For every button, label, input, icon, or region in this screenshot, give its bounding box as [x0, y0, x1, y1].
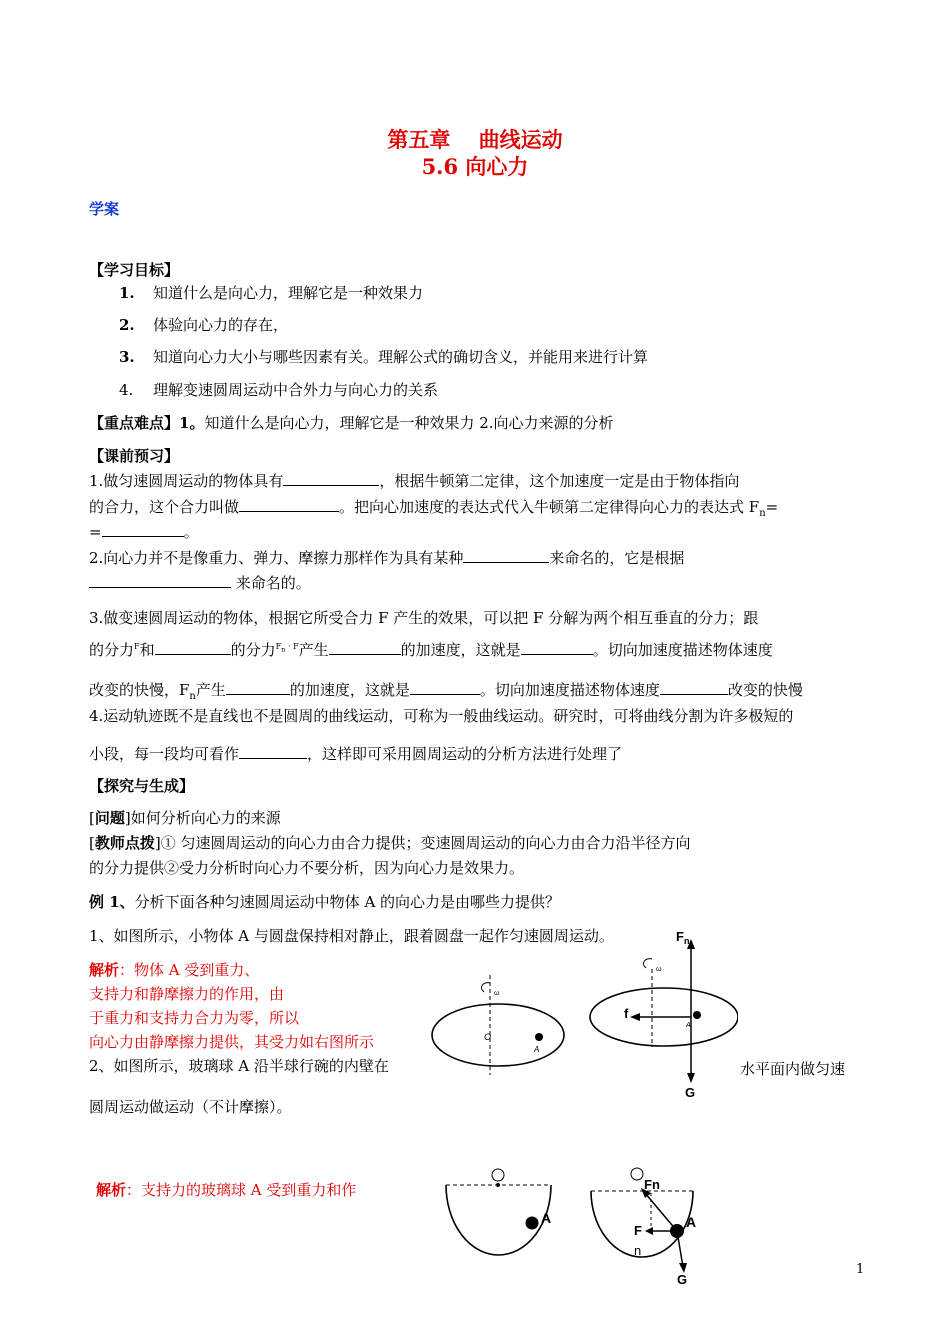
fn-line — [645, 1193, 677, 1231]
bowl-figure — [440, 1163, 565, 1269]
bowl-center — [496, 1183, 500, 1187]
preview-q1-line2: 的合力，这个合力叫做 。把向心加速度的表达式代入牛顿第二定律得向心力的表达式 $F_n=$ — [89, 498, 779, 519]
goals-heading: 【学习目标】 — [89, 261, 180, 279]
section-title: 5.6 向心力 — [421, 154, 529, 179]
object-a — [693, 1011, 701, 1019]
disc-force-figure — [588, 925, 738, 1103]
preview-q3-line1: 3.做变速圆周运动的物体，根据它所受合力 F 产生的效果，可以把 F 分解为两个相互垂直的分力；跟 — [89, 609, 759, 627]
analysis-1-line1: 解析：物体 A 受到重力、 — [89, 961, 260, 979]
object-a-label: A — [686, 1022, 691, 1029]
top-ball — [631, 1168, 643, 1180]
case-2-line1-left: 2、如图所示，玻璃球 A 沿半球行碗的内壁在 — [89, 1057, 389, 1075]
fn-label: Fn — [644, 1177, 660, 1192]
analysis-1-line3: 于重力和支持力合力为零，所以 — [89, 1009, 300, 1027]
preview-q4-line2: 小段，每一段均可看作 ，这样即可采用圆周运动的分析方法进行处理了 — [89, 745, 623, 763]
f-label: f — [624, 1006, 629, 1021]
case-2-line2: 圆周运动做运动（不计摩擦）。 — [89, 1098, 292, 1116]
preview-q2-line1: 2.向心力并不是像重力、弹力、摩擦力那样作为具有某种 来命名的，它是根据 — [89, 549, 685, 567]
disc-figure — [428, 955, 578, 1080]
analysis-1-line2: 支持力和静摩擦力的作用，由 — [89, 985, 285, 1003]
analysis-1-line4: 向心力由静摩擦力提供，其受力如右图所示 — [89, 1033, 375, 1051]
g-label: G — [685, 1085, 696, 1100]
example-1: 例 1、分析下面各种匀速圆周运动中物体 A 的向心力是由哪些力提供？ — [89, 893, 561, 911]
preview-heading: 【课前预习】 — [89, 447, 180, 465]
goal-item: 4. 理解变速圆周运动中合外力与向心力的关系 — [119, 381, 439, 399]
explore-heading: 【探究与生成】 — [89, 777, 195, 795]
f-sub-label: n — [634, 1243, 642, 1258]
goal-item: 1. 知道什么是向心力，理解它是一种效果力 — [119, 284, 424, 302]
bowl-arc — [591, 1191, 693, 1257]
fn-label: $F_n$ — [676, 929, 690, 946]
top-ball — [492, 1169, 504, 1181]
teacher-tip-line1: [教师点拨]① 匀速圆周运动的向心力由合力提供；变速圆周运动的向心力由合力沿半径方向 — [89, 834, 691, 852]
f-arrow-icon — [630, 1013, 640, 1021]
teacher-tip-line2: 的分力提供②受力分析时向心力不要分析，因为向心力是效果力。 — [89, 859, 525, 877]
rotation-arrow-icon — [644, 959, 652, 968]
bowl-force-figure — [583, 1163, 713, 1288]
preview-q2-line2: 来命名的。 — [89, 572, 311, 594]
glass-ball-a — [670, 1224, 684, 1238]
case-2-line1-right: 水平面内做匀速 — [740, 1060, 846, 1078]
question: [问题]如何分析向心力的来源 — [89, 809, 281, 827]
key-points: 【重点难点】1。知道什么是向心力，理解它是一种效果力 2.向心力来源的分析 — [89, 414, 614, 432]
preview-q1-line1: 1.做匀速圆周运动的物体具有 ，根据牛顿第二定律，这个加速度一定是由于物体指向 — [89, 472, 740, 490]
object-a — [535, 1033, 543, 1041]
preview-q1-line3: = 。 — [89, 523, 199, 541]
rotation-arrow-icon — [482, 983, 490, 992]
center-label: O — [484, 1032, 492, 1042]
page-number: 1 — [856, 1262, 865, 1277]
preview-q4-line1: 4.运动轨迹既不是直线也不是圆周的曲线运动，可称为一般曲线运动。研究时，可将曲线分割为许多极短的 — [89, 707, 794, 725]
f-label: F — [634, 1223, 642, 1238]
preview-q3-line3: 改变的快慢，$F_n$产生 的加速度，这就是 。切向加速度描述物体速度 改变的快慢 — [89, 681, 803, 702]
ball-a-label: A — [686, 1214, 697, 1230]
goal-item: 3. 知道向心力大小与哪些因素有关。理解公式的确切含义，并能用来进行计算 — [119, 348, 649, 366]
doc-tag: 学案 — [89, 200, 120, 218]
g-arrow-icon — [687, 1073, 695, 1083]
glass-ball-a — [526, 1217, 539, 1230]
preview-q3-line2: 的分力$^F$和 的分力$^{F_n \cdot F}$产生 的加速度，这就是 。切向加速度描述物体速度 — [89, 641, 773, 659]
omega-label: ω — [494, 990, 500, 997]
ball-a-label: A — [541, 1210, 552, 1226]
object-a-label: A — [534, 1045, 540, 1054]
omega-label: ω — [656, 966, 662, 973]
goal-item: 2. 体验向心力的存在， — [119, 316, 289, 334]
case-1: 1、如图所示，小物体 A 与圆盘保持相对静止，跟着圆盘一起作匀速圆周运动。 — [89, 927, 614, 945]
f-arrow-icon — [645, 1227, 653, 1235]
g-label: G — [677, 1272, 688, 1287]
chapter-title: 第五章 曲线运动 — [387, 127, 563, 152]
disc — [432, 1004, 564, 1066]
analysis-2: 解析：支持力的玻璃球 A 受到重力和作 — [96, 1181, 357, 1199]
